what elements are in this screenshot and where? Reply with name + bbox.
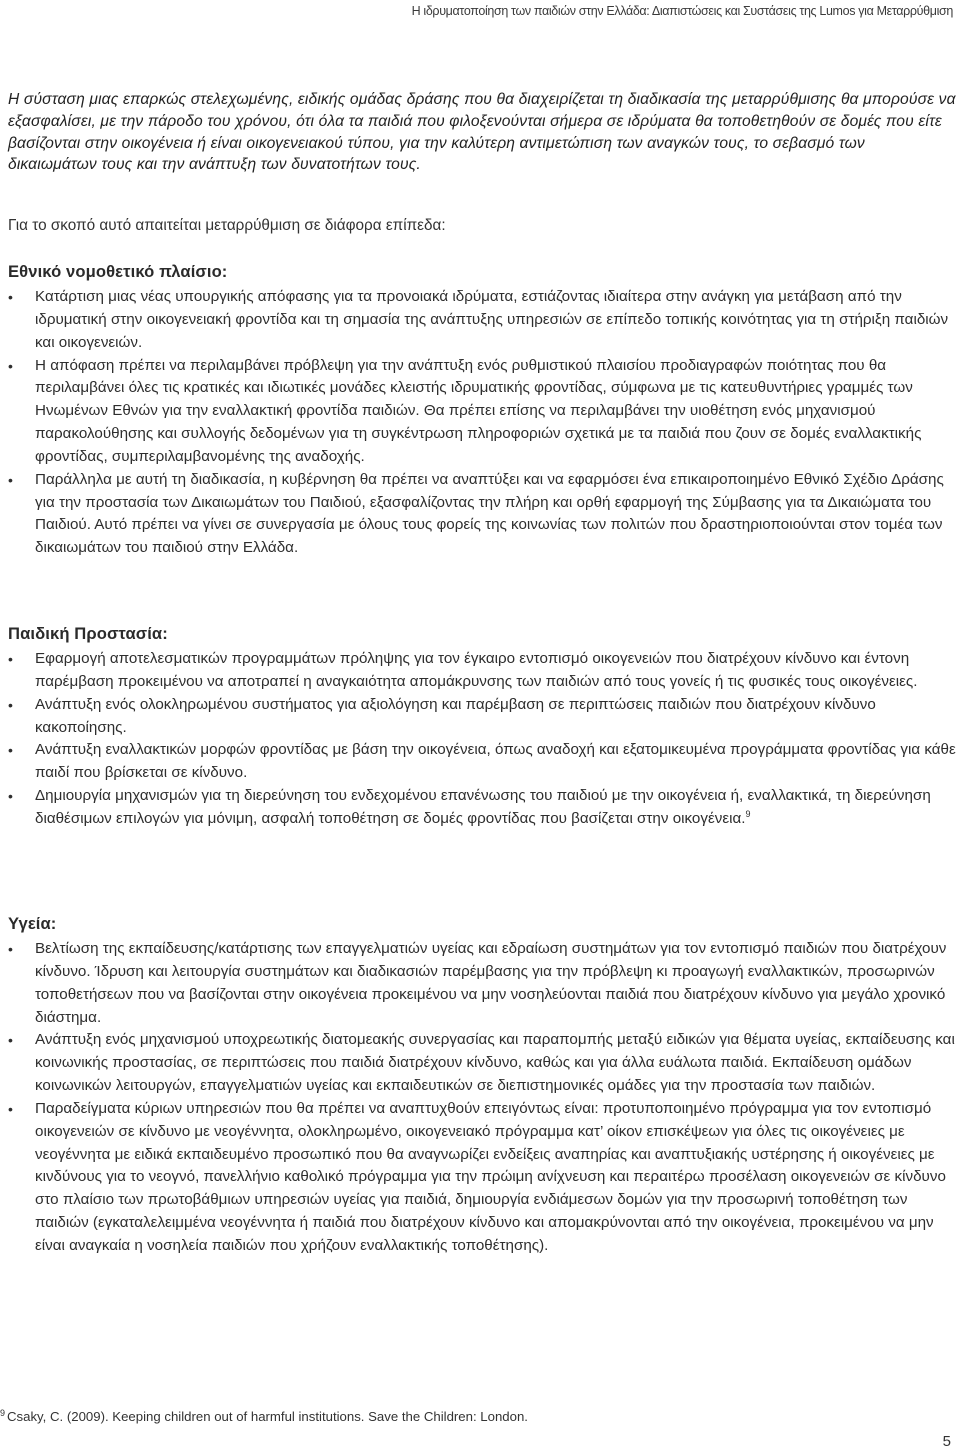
list-item	[8, 785, 958, 831]
section-legal-framework	[8, 262, 958, 560]
bullet-icon: •	[8, 941, 13, 957]
footnote	[0, 1409, 900, 1424]
list-item-text: Δημιουργία μηχανισμών για τη διερεύνηση του ενδεχομένου επανένωσης του παιδιού με την οικογένεια ή, εναλλακτικά, τη διερεύνηση διαθέσιμων επιλογών για μόνιμη, ασφαλή τοποθέτηση σε δομές φροντίδας που βασίζεται στην οικογένεια.	[35, 787, 931, 827]
bullet-icon: •	[8, 471, 13, 488]
list-item-text: Εφαρμογή αποτελεσματικών προγραμμάτων πρόληψης για τον έγκαιρο εντοπισμό οικογενειών που διατρέχουν κίνδυνο και έντονη παρέμβαση προκειμένου να αποτραπεί η αναγκαιότητα απομάκρυνσης των παιδιών από τους γονείς ή τις φυσικές τους οικογένειες.	[35, 650, 918, 690]
list-item-text: Ανάπτυξη εναλλακτικών μορφών φροντίδας με βάση την οικογένεια, όπως αναδοχή και εξατομικευμένα προγράμματα φροντίδας για κάθε παιδί που βρίσκεται σε κίνδυνο.	[35, 741, 956, 782]
page-number: 5	[942, 1433, 951, 1450]
list-item-text: Ανάπτυξη ενός μηχανισμού υποχρεωτικής διατομεακής συνεργασίας και παραπομπής μεταξύ ειδικών για θέματα υγείας, εκπαίδευσης και κοινωνικής προστασίας, σε περιπτώσεις που παιδιά διατρέχουν κίνδυνο, καθώς και για άλλα ευάλωτα παιδιά. Εκπαίδευση ομάδων κοινωνικών λειτουργών, επαγγελματιών υγείας και εκπαιδευτικών σε διεπιστημονικές ομάδες για την προστασία των παιδιών.	[35, 1031, 955, 1095]
bullet-icon: •	[8, 289, 13, 305]
list-item	[8, 938, 958, 1029]
list-item	[8, 694, 958, 740]
list-item	[8, 469, 958, 560]
list-item	[8, 739, 958, 785]
running-header: Η ιδρυματοποίηση των παιδιών στην Ελλάδα: Διαπιστώσεις και Συστάσεις της Lumos για Μεταρρύθμιση	[411, 4, 953, 18]
footnote-text: Csaky, C. (2009). Keeping children out of harmful institutions. Save the Children: London.	[7, 1409, 528, 1424]
bullet-icon: •	[8, 357, 13, 374]
section-heading: Παιδική Προστασία:	[8, 624, 168, 643]
list-item	[8, 355, 958, 469]
list-item	[8, 286, 958, 355]
list-item-text: Η απόφαση πρέπει να περιλαμβάνει πρόβλεψη για την ανάπτυξη ενός ρυθμιστικού πλαισίου προδιαγραφών ποιότητας που θα περιλαμβάνει όλες τις κρατικές και ιδιωτικές μονάδες κλειστής ιδρυματικής φροντίδας, σύμφωνα με τις κατευθυντήριες γραμμές των Ηνωμένων Εθνών για την εναλλακτική φροντίδα παιδιών. Θα πρέπει επίσης να περιλαμβάνει την υιοθέτηση ενός μηχανισμού παρακολούθησης και συλλογής δεδομένων για τη συγκέντρωση πληροφοριών σχετικά με τα παιδιά που ζουν σε δομές εναλλακτικής φροντίδας, συμπεριλαμβανομένης της αναδοχής.	[35, 356, 922, 465]
bullet-list	[8, 648, 958, 831]
intro-paragraph: Η σύσταση μιας επαρκώς στελεχωμένης, ειδικής ομάδας δράσης που θα διαχειρίζεται τη διαδικασία της μεταρρύθμισης θα μπορούσε να εξασφαλίσει, με την πάροδο του χρόνου, ότι όλα τα παιδιά που φιλοξενούνται σήμερα σε ιδρύματα θα τοποθετηθούν σε δομές που είτε βασίζονται στην οικογένεια ή είναι οικογενειακού τύπου, για την καλύτερη αντιμετώπιση των αναγκών τους, το σεβασμό των δικαιωμάτων τους και την ανάπτυξη των δυνατοτήτων τους.	[8, 91, 956, 174]
list-item-text: Παράλληλα με αυτή τη διαδικασία, η κυβέρνηση θα πρέπει να αναπτύξει και να εφαρμόσει ένα επικαιροποιημένο Εθνικό Σχέδιο Δράσης για την προστασία των Δικαιωμάτων του Παιδιού, εξασφαλίζοντας την πλήρη και ορθή εφαρμογή της Σύμβασης για τα Δικαιώματα του Παιδιού. Αυτό πρέπει να γίνει σε συνεργασία με όλους τους φορείς της κοινωνίας των πολιτών που δραστηριοποιούνται στον τομέα των δικαιωμάτων του παιδιού στην Ελλάδα.	[35, 470, 944, 557]
section-health	[8, 914, 958, 1258]
list-item	[8, 1029, 958, 1098]
bullet-icon: •	[8, 696, 13, 713]
section-heading: Εθνικό νομοθετικό πλαίσιο:	[8, 262, 228, 281]
list-item-text: Βελτίωση της εκπαίδευσης/κατάρτισης των επαγγελματιών υγείας και εδραίωση συστημάτων για τον εντοπισμό παιδιών που διατρέχουν κίνδυνο. Ίδρυση και λειτουργία συστημάτων και διαδικασιών παρέμβασης για την πρόβλεψη κι προαγωγή εναλλακτικών, προσωρινών τοποθετήσεων που να βασίζονται στην οικογένεια προκειμένου να μην νοσηλεύονται παιδιά που διατρέχουν κίνδυνο για μεγάλο χρονικό διάστημα.	[35, 940, 947, 1026]
lead-sentence: Για το σκοπό αυτό απαιτείται μεταρρύθμιση σε διάφορα επίπεδα:	[8, 217, 446, 234]
bullet-icon: •	[8, 742, 13, 759]
list-item-text: Κατάρτιση μιας νέας υπουργικής απόφασης για τα προνοιακά ιδρύματα, εστιάζοντας ιδιαίτερα στην ανάγκη για μετάβαση από την ιδρυματική στην οικογενειακή φροντίδα και τη σημασία της ανάπτυξης υπηρεσιών σε επίπεδο τοπικής κοινότητας για τη στήριξη παιδιών και οικογενειών.	[35, 288, 949, 351]
bullet-icon: •	[8, 1100, 13, 1117]
footnote-number: 9	[0, 1407, 6, 1418]
section-heading: Υγεία:	[8, 914, 57, 933]
list-item	[8, 1098, 958, 1258]
bullet-icon: •	[8, 788, 13, 805]
footnote-reference: 9	[745, 808, 751, 819]
bullet-list	[8, 938, 958, 1258]
bullet-list	[8, 286, 958, 560]
list-item-text: Ανάπτυξη ενός ολοκληρωμένου συστήματος για αξιολόγηση και παρέμβαση σε περιπτώσεις παιδιών που διατρέχουν κίνδυνο κακοποίησης.	[35, 695, 876, 736]
list-item	[8, 648, 958, 694]
bullet-icon: •	[8, 1032, 13, 1049]
section-child-protection	[8, 624, 958, 831]
bullet-icon: •	[8, 651, 13, 667]
list-item-text: Παραδείγματα κύριων υπηρεσιών που θα πρέπει να αναπτυχθούν επειγόντως είναι: προτυποποιημένο πρόγραμμα για τον εντοπισμό οικογενειών σε κίνδυνο με νεογέννητα, ολοκληρωμένο, οικογενειακό πρόγραμμα κατ’ οίκον επισκέψεων για όλες τις οικογένειες με νεογέννητα με ειδικά εκπαιδευμένο προσωπικό που θα αναγνωρίζει ενδείξεις αναπηρίας και αναπτυξιακής υστέρησης ή οικογένειες με κινδύνους για το νεογνό, πανελλήνιο καθολικό πρόγραμμα για την πρώιμη ανίχνευση και περαιτέρω προσέλαση οικογενειών σε κίνδυνο στο πλαίσιο των πρωτοβάθμιων υπηρεσιών υγείας για παιδιά, δημιουργία ενδιάμεσων δομών για την προσωρινή τοποθέτηση των παιδιών (εγκαταλελειμμένα νεογέννητα ή παιδιά που διατρέχουν κίνδυνο και απομακρύνονται από την οικογένεια, προκειμένου να μην είναι αναγκαία η νοσηλεία παιδιών που χρήζουν εναλλακτικής τοποθέτησης).	[35, 1099, 946, 1254]
